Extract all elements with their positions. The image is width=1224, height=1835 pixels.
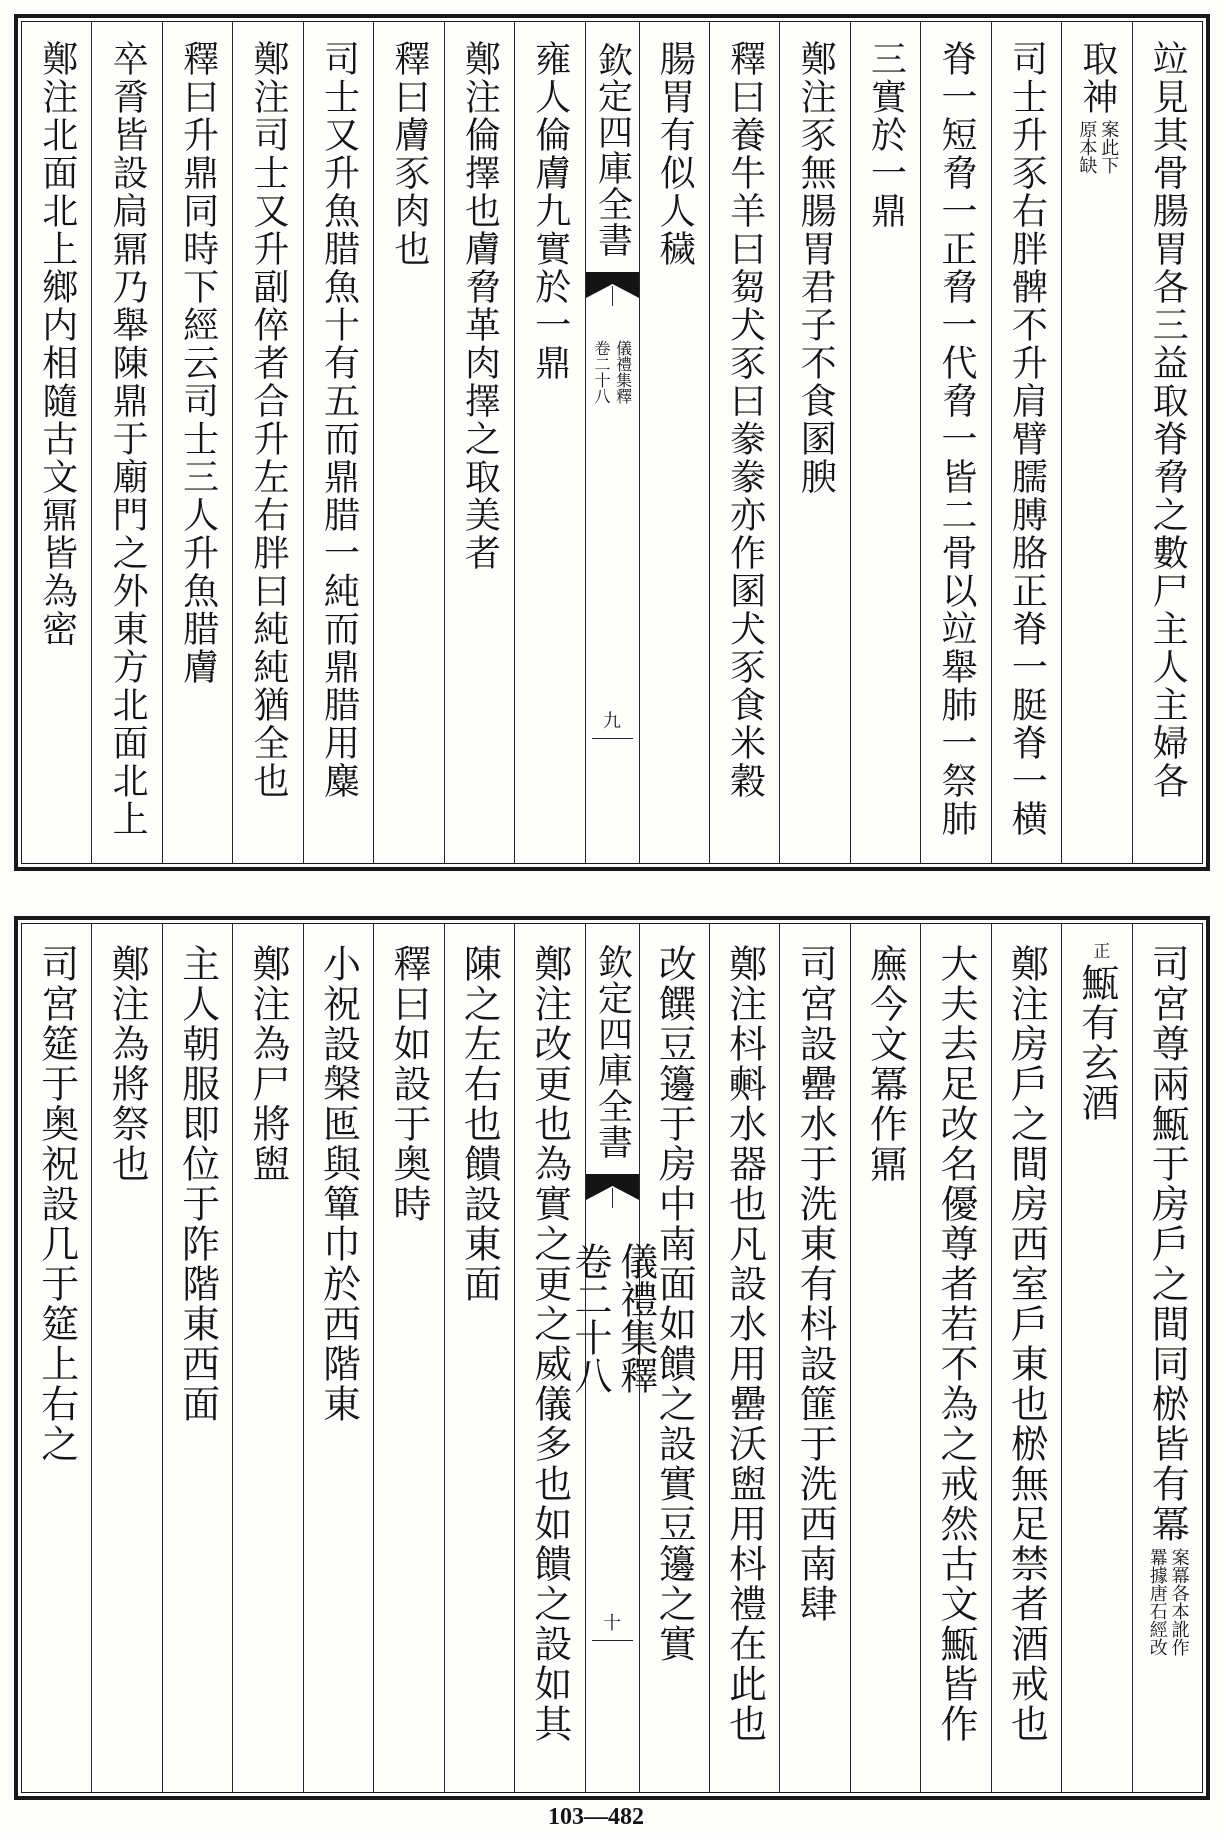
text-column (709, 924, 779, 1792)
lower-page (14, 916, 1210, 1800)
column-text: 鄭注為尸將盥 (246, 944, 291, 1184)
column-text: 竝見其骨腸胃各三益取脊脅之數尸主人主婦各 (1147, 40, 1189, 800)
column-text: 釋曰升鼎同時下經云司士三人升魚腊膚 (177, 40, 219, 686)
annotation-note (1147, 1548, 1188, 1656)
collection-title-text: 欽定四庫全書 (592, 42, 633, 258)
upper-page-frame (21, 21, 1203, 864)
text-column (991, 22, 1061, 863)
text-column (920, 22, 990, 863)
column-text: 鄭注北面北上鄉内相隨古文鼏皆為密 (36, 40, 78, 648)
column-text: 腸胃有似人穢 (654, 40, 696, 268)
fishtail-ornament (586, 1174, 639, 1208)
annotation-note (1076, 120, 1120, 174)
annotation-line: 案此下 (1098, 120, 1120, 174)
column-text: 司宮尊兩甒于房戶之間同棜皆有冪 (1145, 944, 1190, 1544)
lower-page-frame (21, 923, 1203, 1793)
column-text: 鄭注房戶之間房西室戶東也棜無足禁者酒戒也 (1004, 944, 1049, 1744)
text-column (1061, 22, 1131, 863)
leaf-rule (592, 1640, 633, 1641)
text-column (22, 924, 91, 1792)
text-column (162, 22, 232, 863)
text-column (91, 924, 161, 1792)
column-text: 三實於一鼎 (865, 40, 907, 230)
text-column (373, 22, 443, 863)
leaf-rule (592, 738, 633, 739)
column-text: 小祝設槃匜與簞巾於西階東 (316, 944, 361, 1424)
column-text: 釋曰如設于奥時 (386, 944, 431, 1224)
column-text: 司士升豕右胖髀不升肩臂臑膊胳正脊一脡脊一横 (1006, 40, 1048, 838)
column-text: 釋曰養牛羊曰芻犬豕曰豢豢亦作圂犬豕食米穀 (724, 40, 766, 800)
text-column (850, 924, 920, 1792)
column-text: 鄭注豕無腸胃君子不食圂腴 (795, 40, 837, 496)
book-info (586, 340, 639, 404)
collection-title-text: 欽定四庫全書 (592, 944, 633, 1160)
text-column (303, 22, 373, 863)
column-text: 卒脀皆設扃鼏乃舉陳鼎于廟門之外東方北面北上 (107, 40, 149, 838)
text-column (1132, 924, 1202, 1792)
column-text: 鄭注倫擇也膚脅革肉擇之取美者 (459, 40, 501, 572)
text-column (303, 924, 373, 1792)
annotation-line: 原本缺 (1076, 120, 1098, 174)
text-column (991, 924, 1061, 1792)
text-column (232, 924, 302, 1792)
text-column (779, 22, 849, 863)
column-text: 釋曰膚豕肉也 (388, 40, 430, 268)
column-text: 取神 (1076, 40, 1118, 116)
book-title: 儀禮集釋 (613, 340, 633, 404)
column-text: 鄭注司士又升副倅者合升左右胖曰純純猶全也 (248, 40, 290, 800)
column-text: 雍人倫膚九實於一鼎 (529, 40, 571, 382)
upper-page (14, 14, 1210, 871)
center-fold-column (585, 22, 639, 863)
text-column (444, 924, 514, 1792)
column-text: 甒有玄酒 (1074, 963, 1119, 1123)
center-fold-column (568, 924, 658, 1792)
text-column (709, 22, 779, 863)
text-column (850, 22, 920, 863)
text-column (1132, 22, 1202, 863)
column-text: 鄭注改更也為實之更之威儀多也如饋之設如其 (527, 944, 572, 1744)
correction-mark: 正 (1093, 942, 1111, 962)
text-column (232, 22, 302, 863)
annotation-line: 羃據唐石經改 (1146, 1548, 1168, 1656)
column-text: 鄭注枓㪺水器也凡設水用罍沃盥用枓禮在此也 (722, 944, 767, 1744)
column-text: 大夫去足改名優尊者若不為之戒然古文甒皆作 (933, 944, 978, 1744)
volume-number: 卷二十八 (568, 1242, 612, 1394)
text-column (639, 22, 709, 863)
collection-title (586, 944, 639, 1160)
text-column (162, 924, 232, 1792)
leaf-number: 九 (603, 711, 621, 732)
text-column (1061, 924, 1131, 1792)
annotation-line: 案冪各本訛作 (1168, 1548, 1190, 1656)
column-text: 廡今文冪作鼏 (863, 944, 908, 1184)
text-column (22, 22, 91, 863)
text-column (779, 924, 849, 1792)
text-column (444, 22, 514, 863)
page-number: 103—482 (548, 1804, 644, 1830)
book-info (568, 1242, 658, 1394)
column-text: 司宮設罍水于洗東有枓設篚于洗西南肆 (793, 944, 838, 1624)
collection-title (586, 42, 639, 258)
column-text: 司宮筵于奥祝設几于筵上右之 (34, 944, 79, 1464)
text-column (514, 22, 584, 863)
column-text: 脊一短脅一正脅一代脅一皆二骨以竝舉肺一祭肺 (935, 40, 977, 838)
column-text: 改饌豆籩于房中南面如饋之設實豆籩之實 (652, 944, 697, 1664)
leaf-number: 十 (603, 1613, 621, 1634)
column-text: 鄭注為將祭也 (105, 944, 150, 1184)
column-text: 主人朝服即位于阼階東西面 (175, 944, 220, 1424)
book-title: 儀禮集釋 (613, 1242, 658, 1394)
fishtail-ornament (586, 272, 639, 306)
text-column (920, 924, 990, 1792)
volume-number: 卷二十八 (592, 340, 611, 404)
column-text: 司士又升魚腊魚十有五而鼎腊一純而鼎腊用麋 (318, 40, 360, 800)
column-text: 陳之左右也饋設東面 (457, 944, 502, 1304)
text-column (373, 924, 443, 1792)
text-column (91, 22, 161, 863)
